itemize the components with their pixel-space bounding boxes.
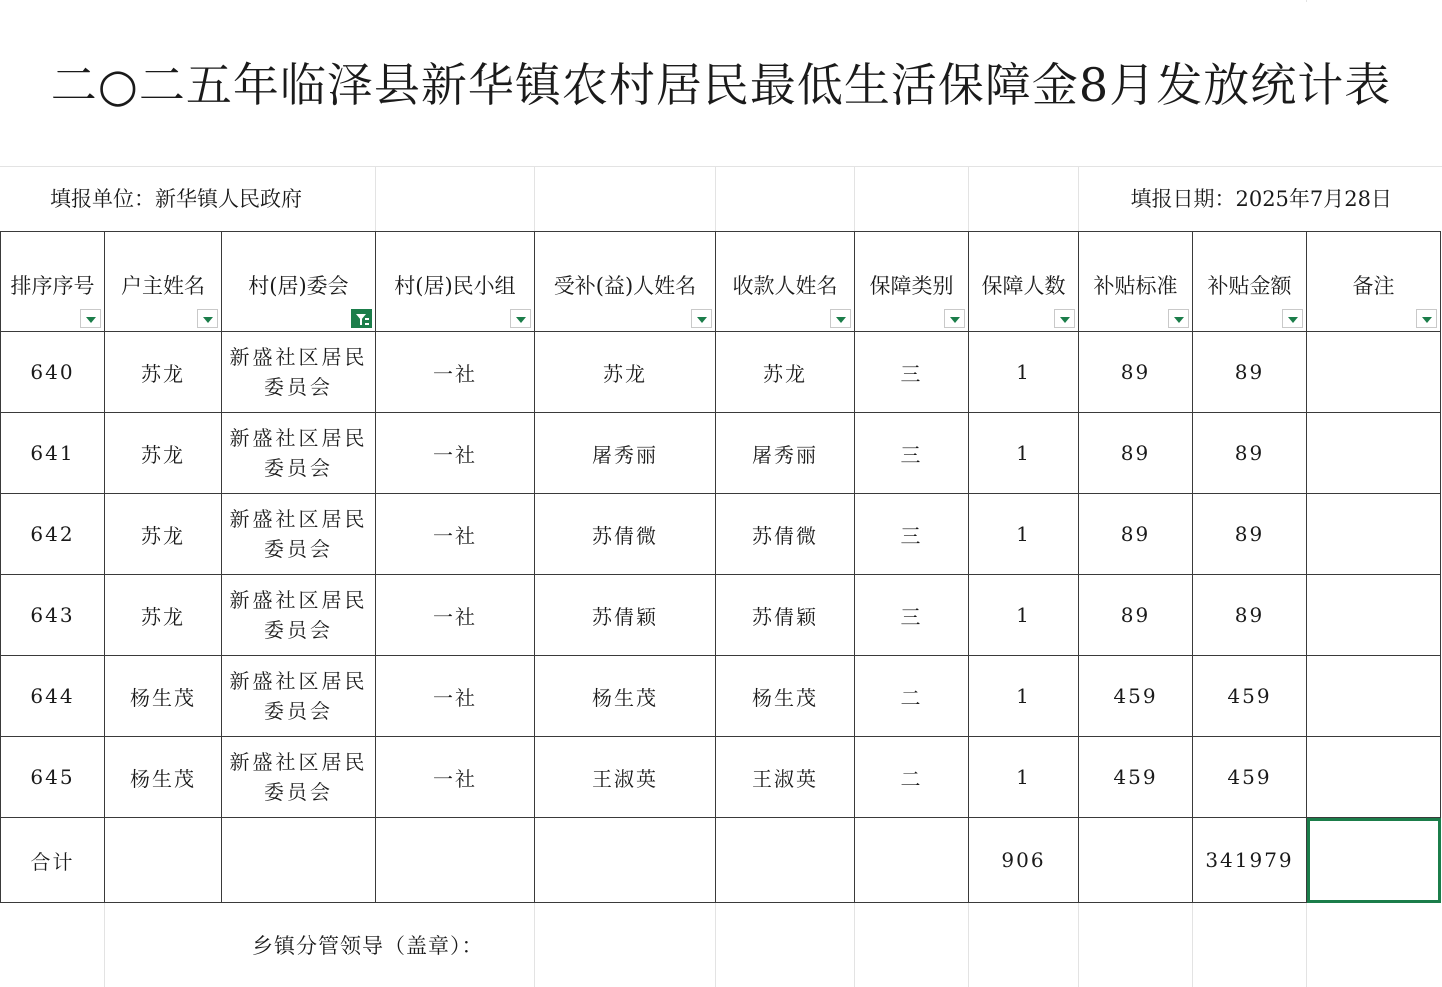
header-amount[interactable] bbox=[1193, 232, 1307, 332]
cell-standard[interactable]: 89 bbox=[1079, 494, 1193, 575]
committee-text: 新盛社区居民 委员会 bbox=[229, 426, 368, 480]
cell-seq[interactable]: 641 bbox=[1, 413, 105, 494]
gridline bbox=[375, 166, 376, 231]
header-note[interactable] bbox=[1307, 232, 1441, 332]
cell-category[interactable]: 三 bbox=[855, 413, 969, 494]
cell-household-head[interactable]: 苏龙 bbox=[105, 332, 222, 413]
cell-amount[interactable]: 89 bbox=[1193, 575, 1307, 656]
table-row bbox=[1, 332, 1441, 413]
header-standard[interactable] bbox=[1079, 232, 1193, 332]
header-group[interactable] bbox=[376, 232, 535, 332]
cell-category[interactable]: 二 bbox=[855, 656, 969, 737]
cell-empty[interactable] bbox=[535, 818, 716, 903]
reporting-unit-label[interactable]: 填报单位：新华镇人民政府 bbox=[50, 187, 302, 211]
cell-group[interactable]: 一社 bbox=[376, 413, 535, 494]
cell-category[interactable]: 二 bbox=[855, 737, 969, 818]
cell-seq[interactable]: 645 bbox=[1, 737, 105, 818]
cell-note[interactable] bbox=[1307, 494, 1441, 575]
cell-group[interactable]: 一社 bbox=[376, 737, 535, 818]
cell-people[interactable]: 1 bbox=[969, 656, 1079, 737]
table-row bbox=[1, 413, 1441, 494]
header-household-head[interactable] bbox=[105, 232, 222, 332]
cell-payee[interactable]: 杨生茂 bbox=[716, 656, 855, 737]
reporting-date-label[interactable]: 填报日期：2025年7月28日 bbox=[1130, 187, 1392, 211]
cell-people[interactable]: 1 bbox=[969, 413, 1079, 494]
header-row bbox=[1, 232, 1441, 332]
header-label: 保障类别 bbox=[869, 274, 954, 298]
header-label: 村(居)委会 bbox=[248, 274, 349, 298]
committee-text: 新盛社区居民 委员会 bbox=[229, 588, 368, 642]
header-label: 保障人数 bbox=[981, 274, 1066, 298]
gridline bbox=[1078, 166, 1079, 231]
cell-people[interactable]: 1 bbox=[969, 332, 1079, 413]
gridline bbox=[854, 166, 855, 231]
header-committee[interactable] bbox=[222, 232, 376, 332]
cell-category[interactable]: 三 bbox=[855, 332, 969, 413]
cell-empty[interactable] bbox=[376, 818, 535, 903]
filter-dropdown-icon[interactable] bbox=[1282, 309, 1303, 328]
cell-group[interactable]: 一社 bbox=[376, 575, 535, 656]
cell-standard[interactable]: 459 bbox=[1079, 656, 1193, 737]
committee-text: 新盛社区居民 委员会 bbox=[229, 507, 368, 561]
cell-note[interactable] bbox=[1307, 413, 1441, 494]
cell-beneficiary[interactable]: 苏倩颖 bbox=[535, 575, 716, 656]
cell-group[interactable]: 一社 bbox=[376, 494, 535, 575]
cell-total-people[interactable]: 906 bbox=[969, 818, 1079, 903]
cell-total-amount[interactable]: 341979 bbox=[1193, 818, 1307, 903]
committee-text: 新盛社区居民 委员会 bbox=[229, 345, 368, 399]
cell-household-head[interactable]: 苏龙 bbox=[105, 575, 222, 656]
cell-beneficiary[interactable]: 王淑英 bbox=[535, 737, 716, 818]
cell-payee[interactable]: 苏龙 bbox=[716, 332, 855, 413]
header-label: 排序序号 bbox=[10, 274, 95, 298]
sheet-title[interactable]: 二○二五年临泽县新华镇农村居民最低生活保障金8月发放统计表 bbox=[50, 58, 1392, 112]
cell-seq[interactable]: 640 bbox=[1, 332, 105, 413]
filter-dropdown-icon[interactable] bbox=[510, 309, 531, 328]
header-label: 收款人姓名 bbox=[732, 274, 838, 298]
gridline bbox=[0, 166, 1442, 167]
gridline bbox=[1306, 903, 1307, 987]
cell-note[interactable] bbox=[1307, 332, 1441, 413]
table-row bbox=[1, 494, 1441, 575]
gridline bbox=[534, 166, 535, 231]
signature-label[interactable]: 乡镇分管领导（盖章）： bbox=[252, 934, 484, 958]
gridline bbox=[968, 903, 969, 987]
filter-dropdown-icon[interactable] bbox=[1416, 309, 1437, 328]
header-label: 户主姓名 bbox=[121, 274, 205, 298]
cell-selected-note[interactable] bbox=[1307, 818, 1441, 903]
cell-household-head[interactable]: 杨生茂 bbox=[105, 656, 222, 737]
table-row bbox=[1, 575, 1441, 656]
header-label: 补贴金额 bbox=[1207, 274, 1292, 298]
header-beneficiary[interactable] bbox=[535, 232, 716, 332]
cell-group[interactable]: 一社 bbox=[376, 332, 535, 413]
cell-beneficiary[interactable]: 屠秀丽 bbox=[535, 413, 716, 494]
table-row bbox=[1, 656, 1441, 737]
cell-committee[interactable] bbox=[222, 575, 376, 656]
cell-amount[interactable]: 89 bbox=[1193, 413, 1307, 494]
cell-standard[interactable]: 89 bbox=[1079, 575, 1193, 656]
cell-committee[interactable] bbox=[222, 332, 376, 413]
cell-empty[interactable] bbox=[716, 818, 855, 903]
cell-note[interactable] bbox=[1307, 575, 1441, 656]
cell-note[interactable] bbox=[1307, 656, 1441, 737]
cell-standard[interactable]: 459 bbox=[1079, 737, 1193, 818]
cell-amount[interactable]: 459 bbox=[1193, 656, 1307, 737]
cell-people[interactable]: 1 bbox=[969, 575, 1079, 656]
cell-category[interactable]: 三 bbox=[855, 494, 969, 575]
filter-dropdown-icon[interactable] bbox=[691, 309, 712, 328]
committee-text: 新盛社区居民 委员会 bbox=[229, 669, 368, 723]
cell-beneficiary[interactable]: 苏龙 bbox=[535, 332, 716, 413]
cell-household-head[interactable]: 杨生茂 bbox=[105, 737, 222, 818]
cell-household-head[interactable]: 苏龙 bbox=[105, 494, 222, 575]
cell-beneficiary[interactable]: 苏倩微 bbox=[535, 494, 716, 575]
header-seq[interactable] bbox=[1, 232, 105, 332]
header-label: 受补(益)人姓名 bbox=[553, 274, 697, 298]
cell-payee[interactable]: 王淑英 bbox=[716, 737, 855, 818]
filter-dropdown-icon[interactable] bbox=[80, 309, 101, 328]
filter-dropdown-icon[interactable] bbox=[1054, 309, 1075, 328]
data-table bbox=[0, 231, 1441, 903]
cell-amount[interactable]: 89 bbox=[1193, 494, 1307, 575]
cell-seq[interactable]: 642 bbox=[1, 494, 105, 575]
gridline bbox=[104, 903, 105, 987]
cell-committee[interactable] bbox=[222, 737, 376, 818]
committee-text: 新盛社区居民 委员会 bbox=[229, 750, 368, 804]
cell-payee[interactable]: 苏倩颖 bbox=[716, 575, 855, 656]
gridline bbox=[1306, 0, 1307, 2]
filter-dropdown-icon[interactable] bbox=[830, 309, 851, 328]
cell-household-head[interactable]: 苏龙 bbox=[105, 413, 222, 494]
gridline bbox=[1078, 903, 1079, 987]
filter-dropdown-icon[interactable] bbox=[197, 309, 218, 328]
cell-category[interactable]: 三 bbox=[855, 575, 969, 656]
cell-seq[interactable]: 643 bbox=[1, 575, 105, 656]
cell-committee[interactable] bbox=[222, 656, 376, 737]
filter-dropdown-icon[interactable] bbox=[1168, 309, 1189, 328]
cell-standard[interactable]: 89 bbox=[1079, 413, 1193, 494]
cell-people[interactable]: 1 bbox=[969, 494, 1079, 575]
gridline bbox=[534, 903, 535, 987]
gridline bbox=[854, 903, 855, 987]
cell-seq[interactable]: 644 bbox=[1, 656, 105, 737]
header-label: 村(居)民小组 bbox=[394, 274, 516, 298]
cell-amount[interactable]: 459 bbox=[1193, 737, 1307, 818]
header-label: 备注 bbox=[1352, 274, 1395, 298]
cell-amount[interactable]: 89 bbox=[1193, 332, 1307, 413]
cell-empty[interactable] bbox=[105, 818, 222, 903]
filter-dropdown-icon[interactable] bbox=[944, 309, 965, 328]
header-label: 补贴标准 bbox=[1093, 274, 1178, 298]
gridline bbox=[1192, 903, 1193, 987]
cell-note[interactable] bbox=[1307, 737, 1441, 818]
cell-empty[interactable] bbox=[855, 818, 969, 903]
cell-total-label[interactable]: 合计 bbox=[1, 818, 105, 903]
cell-empty[interactable] bbox=[1079, 818, 1193, 903]
header-people[interactable] bbox=[969, 232, 1079, 332]
cell-group[interactable]: 一社 bbox=[376, 656, 535, 737]
cell-committee[interactable] bbox=[222, 494, 376, 575]
table-row bbox=[1, 737, 1441, 818]
total-row bbox=[1, 818, 1441, 903]
gridline bbox=[968, 166, 969, 231]
cell-payee[interactable]: 屠秀丽 bbox=[716, 413, 855, 494]
gridline bbox=[715, 903, 716, 987]
cell-people[interactable]: 1 bbox=[969, 737, 1079, 818]
header-category[interactable] bbox=[855, 232, 969, 332]
gridline bbox=[715, 166, 716, 231]
cell-beneficiary[interactable]: 杨生茂 bbox=[535, 656, 716, 737]
cell-standard[interactable]: 89 bbox=[1079, 332, 1193, 413]
cell-payee[interactable]: 苏倩微 bbox=[716, 494, 855, 575]
cell-empty[interactable] bbox=[222, 818, 376, 903]
cell-committee[interactable] bbox=[222, 413, 376, 494]
header-payee[interactable] bbox=[716, 232, 855, 332]
filter-active-icon[interactable] bbox=[351, 309, 372, 328]
